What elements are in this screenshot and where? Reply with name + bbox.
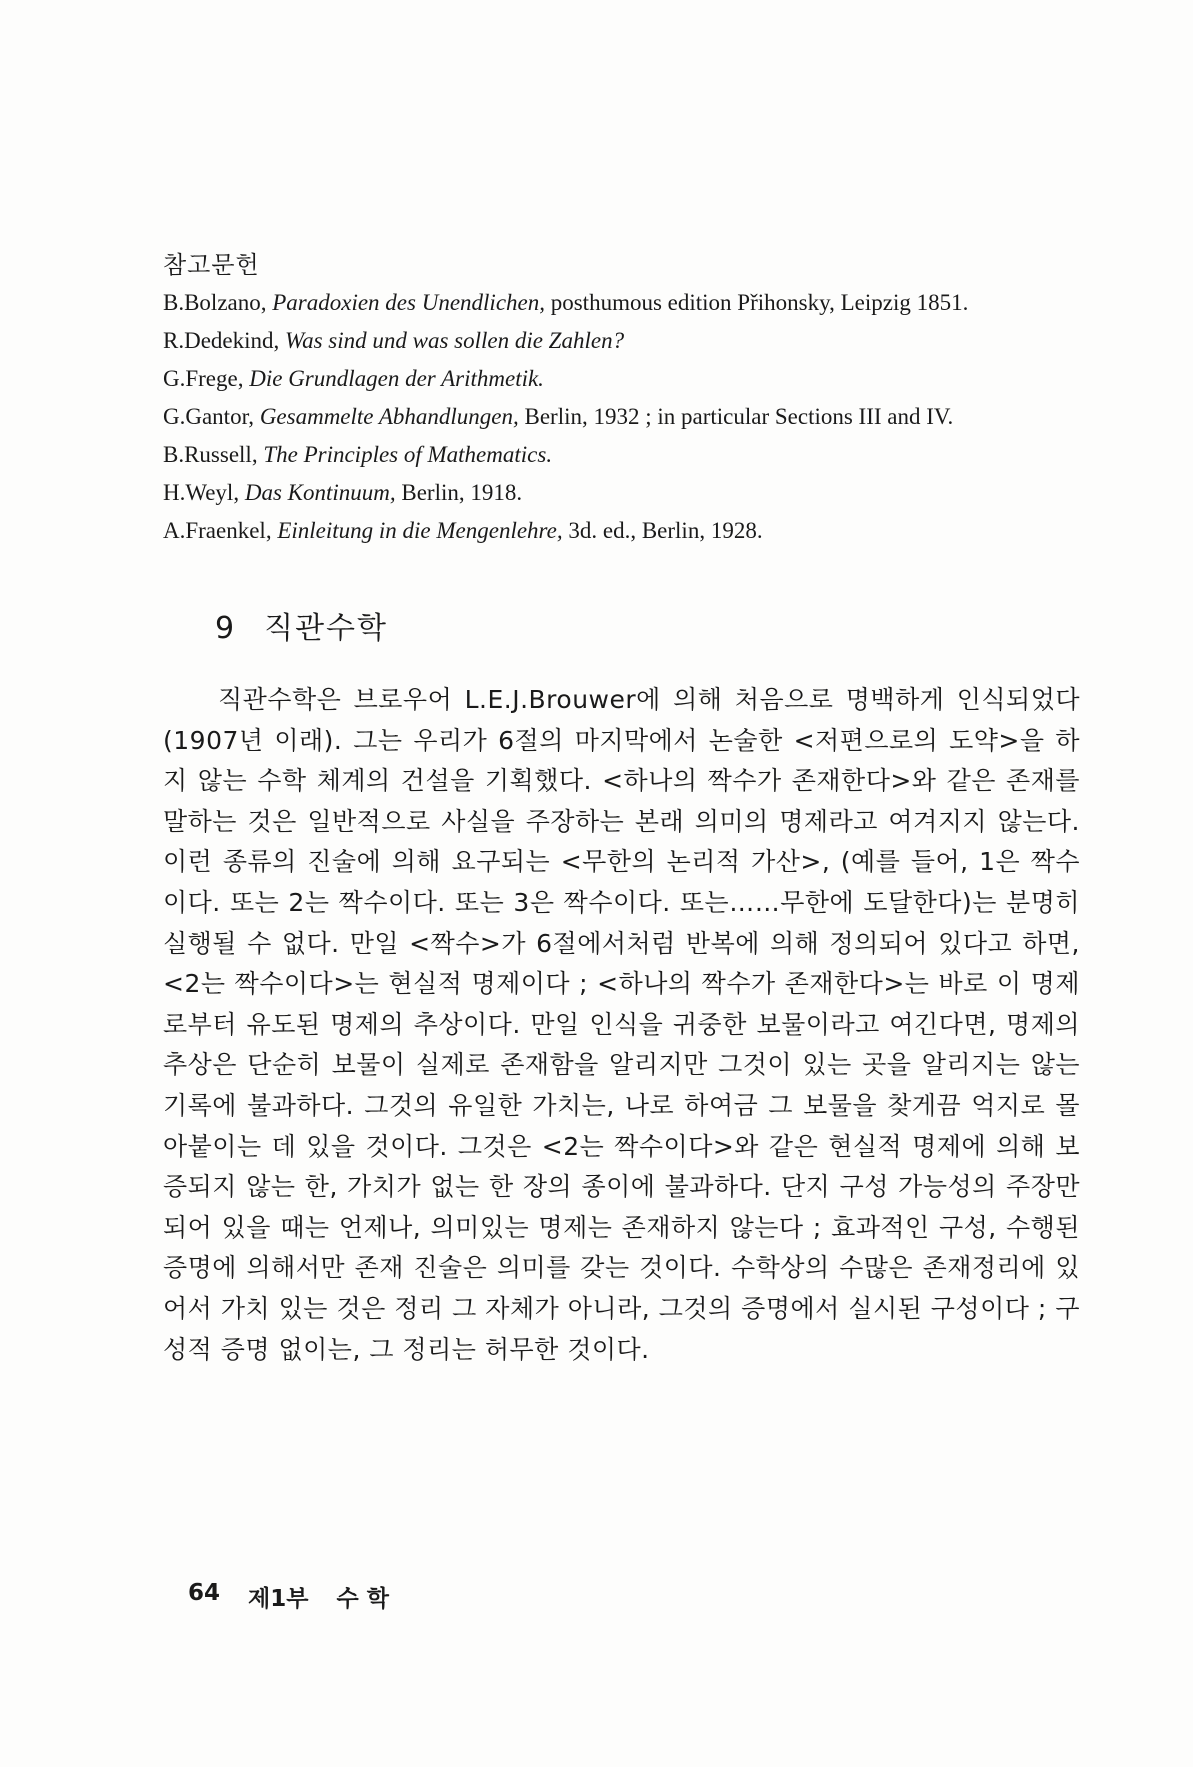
ref-author: H.Weyl,	[163, 480, 245, 505]
footer-part: 제1부	[248, 1586, 309, 1612]
ref-details: 3d. ed., Berlin, 1928.	[562, 518, 763, 543]
ref-author: G.Frege,	[163, 366, 250, 391]
reference-item	[163, 322, 1093, 360]
reference-item	[163, 284, 1093, 322]
ref-details: Berlin, 1918.	[395, 480, 523, 505]
section-heading	[215, 603, 388, 647]
ref-title: Was sind und was sollen die Zahlen?	[285, 328, 625, 353]
reference-item	[163, 360, 1093, 398]
references-section	[163, 246, 1093, 550]
ref-details: posthumous edition Přihonsky, Leipzig 1851.	[544, 290, 969, 315]
footer-subject: 수 학	[336, 1586, 389, 1612]
ref-author: B.Bolzano,	[163, 290, 273, 315]
ref-title: Das Kontinuum,	[244, 480, 396, 505]
reference-item	[163, 398, 1093, 436]
section-number: 9	[215, 611, 237, 646]
ref-author: B.Russell,	[163, 442, 264, 467]
ref-title: Paradoxien des Unendlichen,	[272, 290, 545, 315]
ref-title: Gesammelte Abhandlungen,	[259, 404, 519, 429]
section-title: 직관수학	[264, 611, 389, 646]
ref-title: Einleitung in die Mengenlehre,	[277, 518, 563, 543]
page-number: 64	[188, 1580, 221, 1606]
reference-item	[163, 512, 1093, 550]
ref-details: Berlin, 1932 ; in particular Sections III and IV.	[518, 404, 954, 429]
references-title: 참고문헌	[163, 251, 260, 279]
ref-title: The Principles of Mathematics.	[263, 442, 553, 467]
page-footer	[188, 1580, 389, 1613]
ref-author: A.Fraenkel,	[163, 518, 278, 543]
reference-item	[163, 436, 1093, 474]
ref-title: Die Grundlagen der Arithmetik.	[249, 366, 544, 391]
ref-author: G.Gantor,	[163, 404, 260, 429]
reference-item	[163, 474, 1093, 512]
body-paragraph: 직관수학은 브로우어 L.E.J.Brouwer에 의해 처음으로 명백하게 인식되었다(1907년 이래). 그는 우리가 6절의 마지막에서 논술한 <저편으로의 도약>을 하지 않는 수학 체계의 건설을 기획했다. <하나의 짝수가 존재한다>와 같은 존재를 말하는 것은 일반적으로 사실을 주장하는 본래 의미의 명제라고 여겨지지 않는다. 이런 종류의 진술에 의해 요구되는 <무한의 논리적 가산>, (예를 들어, 1은 짝수이다. 또는 2는 짝수이다. 또는 3은 짝수이다. 또는……무한에 도달한다)는 분명히 실행될 수 없다. 만일 <짝수>가 6절에서처럼 반복에 의해 정의되어 있다고 하면, <2는 짝수이다>는 현실적 명제이다 ; <하나의 짝수가 존재한다>는 바로 이 명제로부터 유도된 명제의 추상이다. 만일 인식을 귀중한 보물이라고 여긴다면, 명제의 추상은 단순히 보물이 실제로 존재함을 알리지만 그것이 있는 곳을 알리지는 않는 기록에 불과하다. 그것의 유일한 가치는, 나로 하여금 그 보물을 찾게끔 억지로 몰아붙이는 데 있을 것이다. 그것은 <2는 짝수이다>와 같은 현실적 명제에 의해 보증되지 않는 한, 가치가 없는 한 장의 종이에 불과하다. 단지 구성 가능성의 주장만 되어 있을 때는 언제나, 의미있는 명제는 존재하지 않는다 ; 효과적인 구성, 수행된 증명에 의해서만 존재 진술은 의미를 갖는 것이다. 수학상의 수많은 존재정리에 있어서 가치 있는 것은 정리 그 자체가 아니라, 그것의 증명에서 실시된 구성이다 ; 구성적 증명 없이는, 그 정리는 허무한 것이다.	[163, 685, 1080, 1364]
ref-author: R.Dedekind,	[163, 328, 286, 353]
